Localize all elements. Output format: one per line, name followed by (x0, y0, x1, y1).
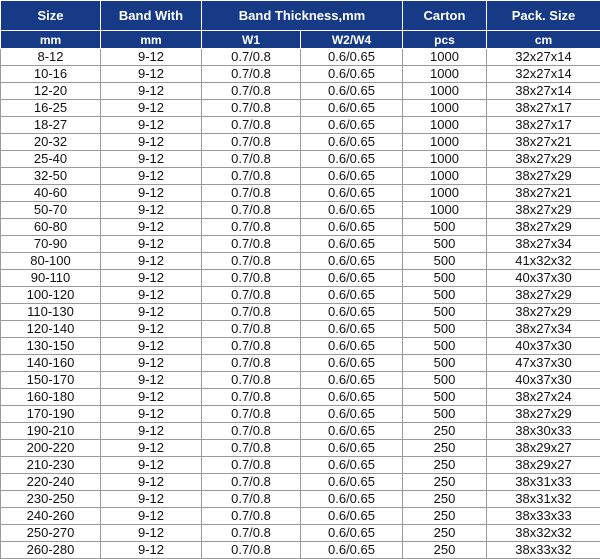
unit-w2w4: W2/W4 (301, 31, 403, 49)
cell-band-width: 9-12 (101, 355, 202, 372)
cell-band-width: 9-12 (101, 389, 202, 406)
table-row (1, 440, 600, 457)
table-row (1, 253, 600, 270)
cell-size: 220-240 (1, 474, 101, 491)
cell-w2w4: 0.6/0.65 (301, 66, 403, 83)
cell-w2w4: 0.6/0.65 (301, 321, 403, 338)
cell-w1: 0.7/0.8 (202, 457, 301, 474)
cell-pack-size: 40x37x30 (487, 372, 600, 389)
cell-size: 170-190 (1, 406, 101, 423)
cell-size: 40-60 (1, 185, 101, 202)
cell-pack-size: 47x37x30 (487, 355, 600, 372)
cell-size: 260-280 (1, 542, 101, 559)
cell-size: 25-40 (1, 151, 101, 168)
table-row (1, 406, 600, 423)
table-row (1, 83, 600, 100)
cell-carton: 500 (403, 236, 487, 253)
cell-w1: 0.7/0.8 (202, 304, 301, 321)
cell-size: 16-25 (1, 100, 101, 117)
cell-w1: 0.7/0.8 (202, 83, 301, 100)
cell-band-width: 9-12 (101, 270, 202, 287)
cell-size: 240-260 (1, 508, 101, 525)
header-row-titles (1, 1, 600, 31)
cell-w1: 0.7/0.8 (202, 168, 301, 185)
cell-w1: 0.7/0.8 (202, 185, 301, 202)
cell-w2w4: 0.6/0.65 (301, 355, 403, 372)
table-row (1, 542, 600, 559)
cell-size: 250-270 (1, 525, 101, 542)
cell-w1: 0.7/0.8 (202, 321, 301, 338)
cell-carton: 1000 (403, 168, 487, 185)
table-row (1, 287, 600, 304)
cell-carton: 250 (403, 491, 487, 508)
cell-w1: 0.7/0.8 (202, 66, 301, 83)
table-row (1, 423, 600, 440)
cell-band-width: 9-12 (101, 287, 202, 304)
cell-band-width: 9-12 (101, 117, 202, 134)
cell-size: 60-80 (1, 219, 101, 236)
cell-w1: 0.7/0.8 (202, 49, 301, 66)
cell-size: 200-220 (1, 440, 101, 457)
cell-w2w4: 0.6/0.65 (301, 236, 403, 253)
cell-band-width: 9-12 (101, 134, 202, 151)
cell-carton: 500 (403, 406, 487, 423)
cell-pack-size: 38x33x32 (487, 542, 600, 559)
table-row (1, 66, 600, 83)
cell-band-width: 9-12 (101, 49, 202, 66)
cell-carton: 250 (403, 525, 487, 542)
cell-w2w4: 0.6/0.65 (301, 508, 403, 525)
table-row (1, 236, 600, 253)
cell-carton: 250 (403, 423, 487, 440)
cell-w2w4: 0.6/0.65 (301, 542, 403, 559)
cell-band-width: 9-12 (101, 372, 202, 389)
cell-size: 18-27 (1, 117, 101, 134)
table-body (1, 49, 600, 559)
cell-carton: 1000 (403, 66, 487, 83)
cell-w2w4: 0.6/0.65 (301, 219, 403, 236)
cell-size: 50-70 (1, 202, 101, 219)
cell-w1: 0.7/0.8 (202, 117, 301, 134)
cell-w1: 0.7/0.8 (202, 219, 301, 236)
cell-w2w4: 0.6/0.65 (301, 474, 403, 491)
cell-band-width: 9-12 (101, 100, 202, 117)
cell-carton: 500 (403, 355, 487, 372)
cell-w2w4: 0.6/0.65 (301, 202, 403, 219)
cell-pack-size: 38x31x33 (487, 474, 600, 491)
cell-carton: 1000 (403, 134, 487, 151)
cell-w1: 0.7/0.8 (202, 491, 301, 508)
cell-band-width: 9-12 (101, 236, 202, 253)
cell-size: 130-150 (1, 338, 101, 355)
cell-w2w4: 0.6/0.65 (301, 185, 403, 202)
cell-w2w4: 0.6/0.65 (301, 406, 403, 423)
cell-pack-size: 38x27x29 (487, 202, 600, 219)
cell-w1: 0.7/0.8 (202, 372, 301, 389)
cell-w1: 0.7/0.8 (202, 236, 301, 253)
table-row (1, 389, 600, 406)
header-row-units (1, 31, 600, 49)
cell-w1: 0.7/0.8 (202, 525, 301, 542)
cell-size: 120-140 (1, 321, 101, 338)
cell-pack-size: 38x27x29 (487, 287, 600, 304)
cell-carton: 1000 (403, 49, 487, 66)
cell-carton: 500 (403, 253, 487, 270)
cell-size: 8-12 (1, 49, 101, 66)
cell-w1: 0.7/0.8 (202, 440, 301, 457)
cell-pack-size: 38x27x29 (487, 304, 600, 321)
cell-carton: 250 (403, 474, 487, 491)
cell-w2w4: 0.6/0.65 (301, 270, 403, 287)
cell-band-width: 9-12 (101, 338, 202, 355)
cell-size: 80-100 (1, 253, 101, 270)
cell-size: 210-230 (1, 457, 101, 474)
cell-band-width: 9-12 (101, 508, 202, 525)
cell-carton: 1000 (403, 185, 487, 202)
cell-size: 32-50 (1, 168, 101, 185)
cell-size: 70-90 (1, 236, 101, 253)
cell-band-width: 9-12 (101, 440, 202, 457)
cell-w2w4: 0.6/0.65 (301, 491, 403, 508)
unit-pack-size: cm (487, 31, 600, 49)
cell-w1: 0.7/0.8 (202, 355, 301, 372)
cell-carton: 1000 (403, 100, 487, 117)
cell-pack-size: 38x27x29 (487, 219, 600, 236)
cell-w2w4: 0.6/0.65 (301, 83, 403, 100)
cell-pack-size: 38x27x17 (487, 117, 600, 134)
table-row (1, 151, 600, 168)
cell-band-width: 9-12 (101, 185, 202, 202)
cell-pack-size: 38x27x24 (487, 389, 600, 406)
unit-size: mm (1, 31, 101, 49)
cell-w2w4: 0.6/0.65 (301, 372, 403, 389)
cell-band-width: 9-12 (101, 457, 202, 474)
cell-w2w4: 0.6/0.65 (301, 389, 403, 406)
cell-band-width: 9-12 (101, 83, 202, 100)
cell-w2w4: 0.6/0.65 (301, 151, 403, 168)
cell-carton: 500 (403, 219, 487, 236)
cell-w2w4: 0.6/0.65 (301, 287, 403, 304)
cell-w1: 0.7/0.8 (202, 338, 301, 355)
table-row (1, 185, 600, 202)
cell-carton: 500 (403, 287, 487, 304)
cell-size: 10-16 (1, 66, 101, 83)
cell-band-width: 9-12 (101, 423, 202, 440)
cell-carton: 250 (403, 457, 487, 474)
table-row (1, 168, 600, 185)
cell-carton: 500 (403, 338, 487, 355)
cell-pack-size: 38x27x29 (487, 168, 600, 185)
cell-w2w4: 0.6/0.65 (301, 253, 403, 270)
table-row (1, 508, 600, 525)
cell-pack-size: 38x33x33 (487, 508, 600, 525)
cell-carton: 250 (403, 440, 487, 457)
table-row (1, 202, 600, 219)
cell-w2w4: 0.6/0.65 (301, 100, 403, 117)
cell-w2w4: 0.6/0.65 (301, 338, 403, 355)
cell-w1: 0.7/0.8 (202, 474, 301, 491)
cell-pack-size: 38x27x17 (487, 100, 600, 117)
table-row (1, 525, 600, 542)
cell-w1: 0.7/0.8 (202, 151, 301, 168)
table-row (1, 100, 600, 117)
cell-w2w4: 0.6/0.65 (301, 440, 403, 457)
cell-size: 12-20 (1, 83, 101, 100)
cell-carton: 1000 (403, 151, 487, 168)
cell-w2w4: 0.6/0.65 (301, 134, 403, 151)
cell-size: 230-250 (1, 491, 101, 508)
table-row (1, 355, 600, 372)
table-row (1, 117, 600, 134)
cell-pack-size: 38x29x27 (487, 457, 600, 474)
cell-carton: 500 (403, 372, 487, 389)
cell-pack-size: 38x32x32 (487, 525, 600, 542)
cell-pack-size: 38x30x33 (487, 423, 600, 440)
cell-size: 160-180 (1, 389, 101, 406)
cell-pack-size: 40x37x30 (487, 270, 600, 287)
header-pack-size: Pack. Size (487, 1, 600, 31)
cell-w1: 0.7/0.8 (202, 270, 301, 287)
cell-band-width: 9-12 (101, 219, 202, 236)
table-row (1, 321, 600, 338)
cell-band-width: 9-12 (101, 304, 202, 321)
cell-carton: 500 (403, 389, 487, 406)
cell-w2w4: 0.6/0.65 (301, 49, 403, 66)
cell-pack-size: 38x27x21 (487, 185, 600, 202)
table-header (1, 1, 600, 49)
table-row (1, 372, 600, 389)
cell-size: 140-160 (1, 355, 101, 372)
cell-w1: 0.7/0.8 (202, 100, 301, 117)
cell-band-width: 9-12 (101, 542, 202, 559)
cell-w2w4: 0.6/0.65 (301, 423, 403, 440)
cell-size: 100-120 (1, 287, 101, 304)
table-row (1, 457, 600, 474)
table-row (1, 491, 600, 508)
cell-band-width: 9-12 (101, 474, 202, 491)
cell-size: 110-130 (1, 304, 101, 321)
cell-w1: 0.7/0.8 (202, 287, 301, 304)
cell-w2w4: 0.6/0.65 (301, 168, 403, 185)
cell-size: 90-110 (1, 270, 101, 287)
cell-carton: 1000 (403, 202, 487, 219)
header-carton: Carton (403, 1, 487, 31)
cell-pack-size: 41x32x32 (487, 253, 600, 270)
cell-carton: 250 (403, 508, 487, 525)
cell-carton: 500 (403, 304, 487, 321)
cell-w1: 0.7/0.8 (202, 508, 301, 525)
cell-w1: 0.7/0.8 (202, 542, 301, 559)
table-row (1, 338, 600, 355)
cell-pack-size: 38x27x34 (487, 321, 600, 338)
cell-band-width: 9-12 (101, 168, 202, 185)
table-row (1, 134, 600, 151)
cell-pack-size: 32x27x14 (487, 49, 600, 66)
cell-band-width: 9-12 (101, 253, 202, 270)
cell-size: 20-32 (1, 134, 101, 151)
cell-band-width: 9-12 (101, 66, 202, 83)
cell-carton: 250 (403, 542, 487, 559)
cell-w2w4: 0.6/0.65 (301, 117, 403, 134)
header-size: Size (1, 1, 101, 31)
cell-pack-size: 38x27x29 (487, 406, 600, 423)
unit-carton: pcs (403, 31, 487, 49)
cell-w1: 0.7/0.8 (202, 406, 301, 423)
cell-band-width: 9-12 (101, 321, 202, 338)
cell-pack-size: 38x29x27 (487, 440, 600, 457)
table-row (1, 219, 600, 236)
cell-carton: 500 (403, 270, 487, 287)
cell-pack-size: 38x27x14 (487, 83, 600, 100)
cell-size: 150-170 (1, 372, 101, 389)
cell-band-width: 9-12 (101, 151, 202, 168)
cell-w1: 0.7/0.8 (202, 202, 301, 219)
cell-w2w4: 0.6/0.65 (301, 457, 403, 474)
unit-band-width: mm (101, 31, 202, 49)
cell-size: 190-210 (1, 423, 101, 440)
table-row (1, 474, 600, 491)
cell-carton: 500 (403, 321, 487, 338)
table-row (1, 304, 600, 321)
cell-pack-size: 38x27x29 (487, 151, 600, 168)
cell-pack-size: 32x27x14 (487, 66, 600, 83)
cell-pack-size: 38x27x21 (487, 134, 600, 151)
cell-w2w4: 0.6/0.65 (301, 304, 403, 321)
header-band-thickness: Band Thickness,mm (202, 1, 403, 31)
cell-carton: 1000 (403, 117, 487, 134)
unit-w1: W1 (202, 31, 301, 49)
header-band-width: Band With (101, 1, 202, 31)
cell-pack-size: 38x31x32 (487, 491, 600, 508)
cell-band-width: 9-12 (101, 491, 202, 508)
cell-pack-size: 40x37x30 (487, 338, 600, 355)
cell-band-width: 9-12 (101, 202, 202, 219)
cell-carton: 1000 (403, 83, 487, 100)
cell-w1: 0.7/0.8 (202, 253, 301, 270)
cell-band-width: 9-12 (101, 525, 202, 542)
table-row (1, 49, 600, 66)
cell-band-width: 9-12 (101, 406, 202, 423)
cell-w2w4: 0.6/0.65 (301, 525, 403, 542)
cell-pack-size: 38x27x34 (487, 236, 600, 253)
cell-w1: 0.7/0.8 (202, 423, 301, 440)
table-row (1, 270, 600, 287)
cell-w1: 0.7/0.8 (202, 389, 301, 406)
cell-w1: 0.7/0.8 (202, 134, 301, 151)
